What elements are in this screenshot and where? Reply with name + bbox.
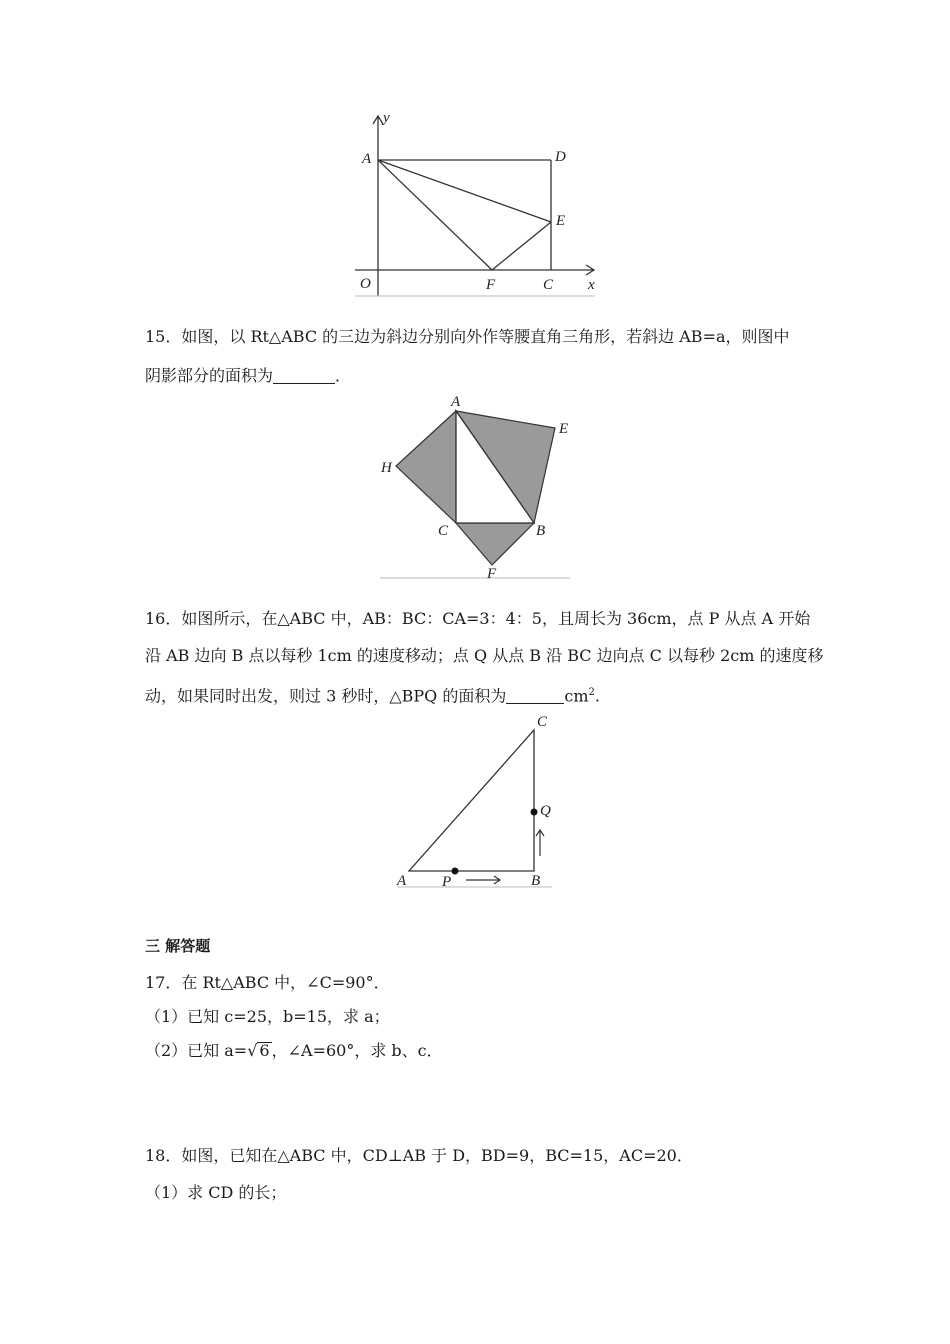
label-O: O bbox=[360, 276, 371, 292]
q17-part1: （1）已知 c=25，b=15，求 a； bbox=[145, 1007, 390, 1026]
label-C: C bbox=[537, 714, 548, 730]
segment-FE bbox=[492, 222, 551, 270]
q15-line2-end: ． bbox=[335, 366, 352, 385]
q16-line1: 16．如图所示，在△ABC 中，AB：BC：CA=3：4：5，且周长为 36cm，点 P 从点 A 开始 bbox=[145, 609, 811, 628]
triangle-ABC bbox=[409, 730, 534, 871]
label-E: E bbox=[556, 213, 566, 229]
label-B: B bbox=[531, 873, 541, 889]
label-B: B bbox=[536, 523, 546, 539]
q17-part2-post: ，∠A=60°，求 b、c． bbox=[271, 1041, 443, 1060]
label-A: A bbox=[362, 151, 372, 167]
label-H: H bbox=[381, 460, 392, 476]
q15-line1: 15．如图，以 Rt△ABC 的三边为斜边分别向外作等腰直角三角形，若斜边 AB=a，则图中 bbox=[145, 327, 790, 346]
label-Q: Q bbox=[540, 803, 551, 819]
point-P bbox=[452, 868, 459, 875]
answer-blank bbox=[273, 367, 335, 384]
figure-moving-points-triangle bbox=[390, 708, 560, 893]
answer-blank bbox=[506, 687, 564, 704]
figure-rectangle-coordinate bbox=[340, 108, 610, 303]
segment-AE bbox=[378, 160, 551, 222]
q17-part2-pre: （2）已知 a= bbox=[145, 1041, 248, 1060]
q18-stem: 18．如图，已知在△ABC 中，CD⊥AB 于 D，BD=9，BC=15，AC=20． bbox=[145, 1146, 693, 1165]
shaded-triangle-AHC bbox=[396, 411, 456, 523]
label-A: A bbox=[451, 394, 461, 410]
label-D: D bbox=[555, 149, 566, 165]
label-x: x bbox=[588, 277, 595, 293]
q16-line3 bbox=[145, 682, 600, 707]
q18-part1: （1）求 CD 的长； bbox=[145, 1183, 287, 1202]
label-F: F bbox=[487, 566, 497, 582]
sqrt-symbol: √ bbox=[247, 1041, 258, 1060]
shaded-triangle-CFB bbox=[456, 523, 534, 565]
q17-stem: 17．在 Rt△ABC 中，∠C=90°． bbox=[145, 973, 390, 992]
sqrt-radicand: 6 bbox=[259, 1041, 270, 1060]
label-y: y bbox=[383, 110, 390, 126]
q16-unit-sup: 2 bbox=[588, 687, 595, 698]
q16-line3-end: . bbox=[594, 686, 600, 706]
q16-unit: cm bbox=[564, 686, 589, 706]
q15-line2-text: 阴影部分的面积为 bbox=[145, 366, 274, 385]
label-F: F bbox=[486, 277, 496, 293]
label-P: P bbox=[442, 874, 452, 890]
q16-line2: 沿 AB 边向 B 点以每秒 1cm 的速度移动；点 Q 从点 B 沿 BC 边向点 C 以每秒 2cm 的速度移 bbox=[145, 646, 824, 665]
figure-isosceles-triangles bbox=[370, 390, 580, 590]
point-Q bbox=[531, 809, 538, 816]
q15-line2 bbox=[145, 365, 351, 387]
label-C: C bbox=[543, 277, 554, 293]
segment-AF bbox=[378, 160, 492, 270]
q16-line3-text: 动，如果同时出发，则过 3 秒时，△BPQ 的面积为 bbox=[145, 686, 507, 706]
label-A: A bbox=[397, 873, 407, 889]
label-E: E bbox=[559, 421, 569, 437]
q17-part2 bbox=[145, 1040, 443, 1062]
section-title: 三 解答题 bbox=[145, 937, 211, 955]
label-C: C bbox=[438, 523, 449, 539]
